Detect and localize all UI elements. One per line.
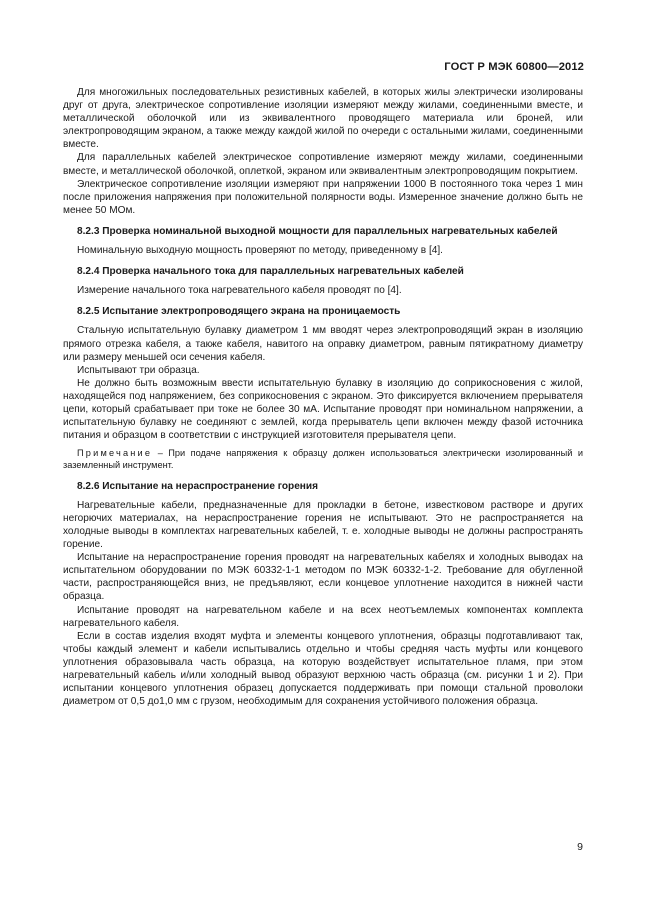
section-paragraph: Испытание на нераспространение горения проводят на нагревательных кабелях и холодных выводах на испытательном оборудовании по МЭК 60332-1-1 методом по МЭК 60332-1-2. Требование для обугленной части, распространяющейся вниз, не предъявляют, если концевое уплотнение находится в нижней части образца. bbox=[63, 552, 583, 603]
section-heading-8-2-3: 8.2.3 Проверка номинальной выходной мощности для параллельных нагревательных кабелей bbox=[77, 225, 558, 237]
page-number: 9 bbox=[577, 841, 583, 853]
section-paragraph: Если в состав изделия входят муфта и элементы концевого уплотнения, образцы подготавливают так, чтобы каждый элемент и кабели испытывались отдельно и чтобы средняя часть муфты или концевого уплотнения образовывала часть образца, на которую воздействует испытательное пламя, при этом нагревательный кабель и/или холодный вывод образуют верхнюю часть образца (см. рисунки 1 и 2). При испытании концевого уплотнения образец допускается поддерживать при помощи стальной проволоки диаметром от 0,5 до1,0 мм с грузом, необходимым для сохранения устойчивого положения образца. bbox=[63, 630, 583, 708]
section-paragraph: Нагревательные кабели, предназначенные для прокладки в бетоне, известковом растворе и других негорючих материалах, на нераспространение горения не испытывают. Это не распространяется на холодные выводы в комплектах нагревательных кабелей, т. е. холодные выводы не должны распространять горение. bbox=[63, 499, 583, 551]
note bbox=[63, 447, 583, 471]
section-paragraph: Испытание проводят на нагревательном кабеле и на всех неотъемлемых компонентах комплекта нагревательного кабеля. bbox=[63, 604, 583, 629]
section-heading-8-2-5: 8.2.5 Испытание электропроводящего экрана на проницаемость bbox=[77, 306, 401, 318]
section-paragraph: Испытывают три образца. bbox=[77, 364, 200, 376]
document-header: ГОСТ Р МЭК 60800—2012 bbox=[444, 61, 584, 73]
intro-paragraph: Для многожильных последовательных резистивных кабелей, в которых жилы электрически изолированы друг от друга, электрическое сопротивление изоляции измеряют между жилами, соединенными вместе, и металлической оболочкой или из эквивалентного проводящего материала или броней, или электропроводящим экраном, а также между каждой жилой по очереди с остальными жилами, соединенными вместе. bbox=[63, 87, 583, 151]
section-heading-8-2-4: 8.2.4 Проверка начального тока для параллельных нагревательных кабелей bbox=[77, 266, 464, 278]
section-text-8-2-3: Номинальную выходную мощность проверяют по методу, приведенному в [4]. bbox=[77, 245, 443, 257]
note-label: Примечание bbox=[77, 448, 153, 459]
intro-paragraph: Для параллельных кабелей электрическое сопротивление измеряют между жилами, соединенными вместе, и металлической оболочкой, оплеткой, экраном или эквивалентным электропроводящим покрытием. bbox=[63, 152, 583, 177]
intro-paragraph: Электрическое сопротивление изоляции измеряют при напряжении 1000 В постоянного тока через 1 мин после приложения напряжения при положительной полярности воды. Измеренное значение должно быть не менее 50 МОм. bbox=[63, 178, 583, 216]
note-text: – При подаче напряжения к образцу должен использоваться электрически изолированный и заземленный инструмент. bbox=[63, 448, 583, 471]
section-paragraph: Не должно быть возможным ввести испытательную булавку в изоляцию до соприкосновения с жилой, находящейся под напряжением, без соприкосновения с экраном. Это фиксируется включением прерывателя цепи, который срабатывает при токе не более 30 мА. Испытание проводят при номинальном напряжении, а испытательную булавку не соединяют с землей, когда прерыватель цепи включен между фазой источника питания и образцом в соответствии с инструкцией изготовителя прерывателя цепи. bbox=[63, 377, 583, 442]
document-body bbox=[63, 86, 583, 708]
section-paragraph: Стальную испытательную булавку диаметром 1 мм вводят через электропроводящий экран в изоляцию прямого отрезка кабеля, а также кабеля, навитого на оправку диаметром, равным пятикратному диаметру или размеру меньшей оси сечения кабеля. bbox=[63, 325, 583, 363]
section-heading-8-2-6: 8.2.6 Испытание на нераспространение горения bbox=[77, 480, 319, 492]
section-text-8-2-4: Измерение начального тока нагревательного кабеля проводят по [4]. bbox=[77, 285, 402, 297]
